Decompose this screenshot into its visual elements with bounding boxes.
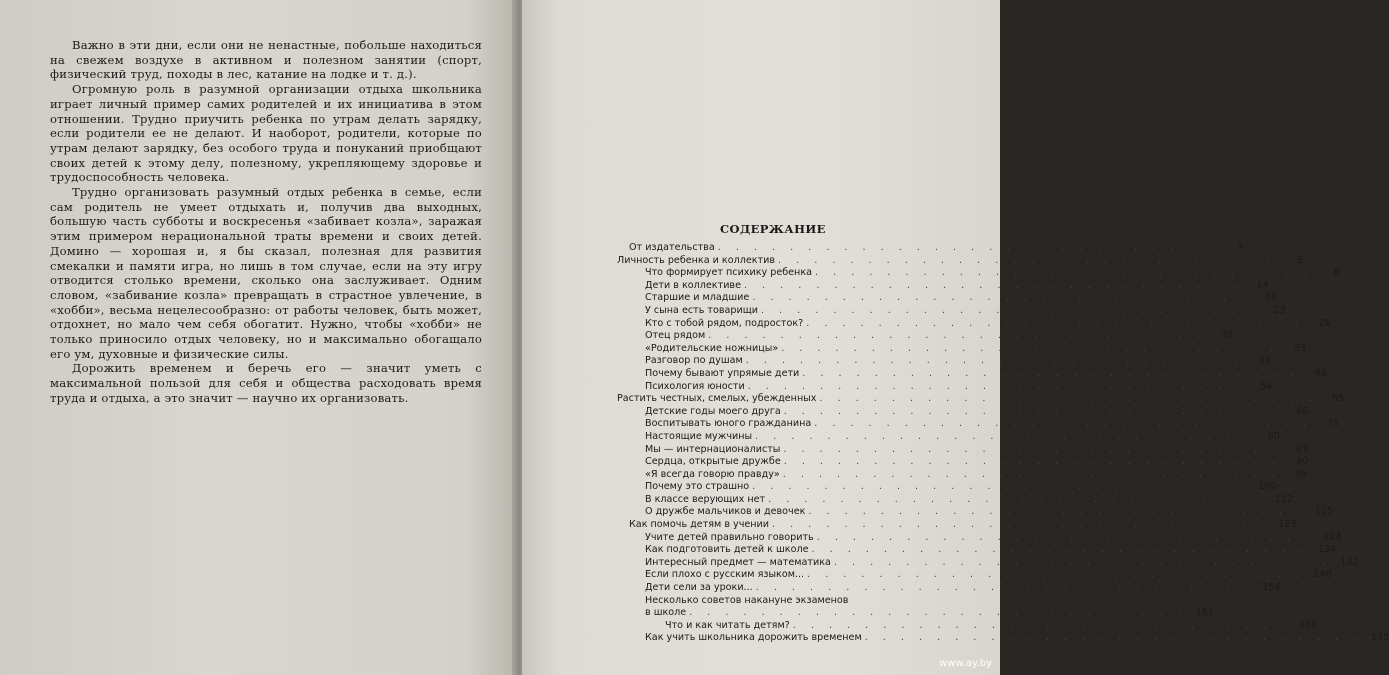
- toc-entry: [617, 607, 1214, 620]
- toc-entry-page: 175: [1371, 632, 1389, 644]
- toc-leader-dots: . . . . . . . . . . . . . . . . . . . . . . . . . . . .: [755, 430, 1253, 442]
- toc-entry-page: 90: [1296, 456, 1309, 468]
- toc-entry: [617, 544, 1337, 557]
- toc-entry: [617, 330, 1233, 343]
- toc-leader-dots: . . . . . . . . . . . . . . . . . . . . . . . . . . . .: [752, 292, 1251, 304]
- toc-entry-title: Старшие и младшие: [645, 292, 750, 304]
- paragraph: Трудно организовать разумный отдых ребенка в семье, если сам родитель не умеет отдыхать и, получив два выходных, большую часть субботы и воскресенья «забивает козла», заражая этим примером нерациональной траты времени и своих детей. Домино — хорошая и, я бы сказал, полезная для развития смекалки и памяти игра, но лишь в том случае, если на эту игру отводится столько времени, сколько она заслуживает. Одним словом, «забивание козла» превращать в страстное увлечение, в «хобби», весьма нецелесообразно: от работы человек, быть может, отдохнет, но мало чем себя обогатит. Нужно, чтобы «хобби» не только приносило отдых человеку, но и максимально обогащало его ум, духовные и физические силы.: [50, 185, 482, 361]
- toc-entry-title: Кто с тобой рядом, подросток?: [645, 317, 804, 329]
- toc-entry: [617, 317, 1331, 331]
- toc-entry-page: 161: [1195, 607, 1214, 619]
- toc-leader-dots: . . . . . . . . . . . . . . . . . . . . . . . . . . . .: [781, 342, 1279, 354]
- toc-entry: [617, 443, 1309, 457]
- toc-entry-page: 30: [1220, 330, 1233, 342]
- toc-entry: [617, 342, 1306, 356]
- toc-entry-title: Мы — интернационалисты: [645, 443, 781, 455]
- toc-entry-page: 148: [1313, 569, 1332, 581]
- toc-entry-title: в школе: [645, 607, 687, 619]
- toc-leader-dots: . . . . . . . . . . . . . . . . . . . . . . . . . . . .: [747, 380, 1246, 392]
- toc-leader-dots: . . . . . . . . . . . . . . . . . . . . . . . . . . . .: [815, 267, 1313, 279]
- toc-entry-page: 112: [1274, 493, 1293, 505]
- toc-entry: [617, 456, 1309, 469]
- toc-entry-page: 66: [1296, 405, 1309, 417]
- toc-entry-title: Учите детей правильно говорить: [645, 531, 814, 543]
- toc-entry-page: 46: [1314, 367, 1328, 379]
- toc-entry-page: 23: [1273, 304, 1286, 316]
- toc-entry: [617, 418, 1339, 431]
- toc-leader-dots: . . . . . . . . . . . . . . . . . . . . . . . . . . . .: [717, 242, 1216, 253]
- toc-leader-dots: . . . . . . . . . . . . . . . . . . . . . . . . . . . .: [745, 355, 1244, 367]
- toc-entry: [617, 531, 1342, 545]
- toc-leader-dots: . . . . . . . . . . . . . . . . . . . . . . . . . . . .: [833, 556, 1332, 568]
- toc-entry-title: Личность ребенка и коллектив: [617, 254, 776, 266]
- toc-entry-page: 5: [1296, 254, 1303, 266]
- toc-entry-page: 75: [1326, 418, 1339, 430]
- toc-entry: [617, 468, 1308, 482]
- toc-entry: [617, 367, 1328, 381]
- toc-entry: [617, 292, 1278, 305]
- paragraph: Дорожить временем и беречь его — значит уметь с максимальной пользой для себя и общества расходовать время труда и отдыха, а это значит — научно их организовать.: [50, 361, 482, 405]
- toc-entry: [617, 254, 1303, 268]
- toc-entry: [617, 569, 1332, 582]
- toc-entry-title: Растить честных, смелых, убежденных: [617, 393, 817, 405]
- toc-entry: [617, 393, 1345, 406]
- toc-entry-page: 39: [1258, 355, 1271, 367]
- toc-entry-title: Интересный предмет — математика: [645, 556, 831, 568]
- toc-entry-page: 134: [1317, 544, 1337, 556]
- toc-entry-page: 123: [1278, 519, 1297, 531]
- toc-entry-page: 3: [1236, 242, 1243, 253]
- toc-entry: [617, 632, 1389, 645]
- toc-leader-dots: . . . . . . . . . . . . . . . . . . . . . . . . . . . .: [792, 619, 1291, 631]
- toc-entry-title: Разговор по душам: [645, 355, 743, 367]
- toc-entry: [617, 595, 943, 608]
- toc-entry: [617, 430, 1280, 444]
- toc-entry-title: «Родительские ножницы»: [645, 342, 779, 354]
- left-page: [0, 0, 518, 675]
- toc-leader-dots: . . . . . . . . . . . . . . . . . . . . . . . . . . . .: [864, 632, 1363, 644]
- toc-entry-page: 26: [1318, 317, 1331, 329]
- toc-entry-page: 124: [1323, 531, 1342, 543]
- toc-leader-dots: . . . . . . . . . . . . . . . . . . . . . . . . . . . .: [752, 481, 1250, 493]
- toc-entry-title: Как учить школьника дорожить временем: [645, 632, 862, 644]
- toc-leader-dots: . . . . . . . . . . . . . . . . . . . . . . . . . . . .: [808, 506, 1307, 518]
- toc-leader-dots: . . . . . . . . . . . . . . . . . . . . . . . . . . . .: [743, 279, 1242, 291]
- toc-leader-dots: . . . . . . . . . . . . . . . . . . . . . . . . . . . .: [782, 468, 1281, 480]
- toc-leader-dots: . . . . . . . . . . . . . . . . . . . . . . . . . . . .: [783, 443, 1282, 455]
- toc-leader-dots: . . . . . . . . . . . . . . . . . . . . . . . . . . . .: [811, 544, 1310, 556]
- toc-entry-title: О дружбе мальчиков и девочек: [645, 506, 806, 518]
- toc-entry: [617, 267, 1340, 280]
- toc-entry-title: Отец рядом: [645, 330, 706, 342]
- toc-entry-page: 154: [1262, 582, 1281, 594]
- toc-leader-dots: . . . . . . . . . . . . . . . . . . . . . . . . . . . .: [755, 582, 1254, 594]
- toc-leader-dots: . . . . . . . . . . . . . . . . . . . . . . . . . . . .: [806, 317, 1304, 329]
- toc-entry-page: 65: [1332, 393, 1345, 405]
- toc-entry-title: Детские годы моего друга: [645, 405, 781, 417]
- toc-entry-title: Почему бывают упрямые дети: [645, 367, 800, 379]
- toc-entry-title: Как подготовить детей к школе: [645, 544, 809, 556]
- toc-entry: [617, 619, 1318, 633]
- toc-entry-page: 80: [1267, 430, 1280, 442]
- toc-entry: [617, 506, 1334, 519]
- toc-entry: [617, 556, 1359, 570]
- toc-leader-dots: . . . . . . . . . . . . . . . . . . . . . . . . . . . .: [814, 418, 1312, 430]
- body-text: [50, 38, 482, 406]
- toc-entry-page: 33: [1293, 342, 1306, 354]
- toc-entry-title: Почему это страшно: [645, 481, 750, 493]
- toc-entry-page: 54: [1260, 380, 1273, 392]
- toc-entry-title: От издательства: [629, 242, 715, 253]
- toc-entry-page: 14: [1256, 279, 1269, 291]
- toc-entry: [617, 304, 1286, 318]
- toc-entry: [617, 493, 1293, 507]
- toc-leader-dots: . . . . . . . . . . . . . . . . . . . . . . . . . . . .: [778, 254, 1276, 266]
- toc-entry-title: В классе верующих нет: [645, 493, 766, 505]
- toc-entry-page: 142: [1340, 556, 1359, 568]
- toc-leader-dots: . . . . . . . . . . . . . . . . . . . . . . . . . . . .: [772, 519, 1270, 531]
- toc-leader-dots: . . . . . . . . . . . . . . . . . . . . . . . . . . . .: [768, 493, 1266, 505]
- toc-entry-title: Несколько советов накануне экзаменов: [645, 594, 849, 606]
- toc-entry-title: Настоящие мужчины: [645, 430, 753, 442]
- toc-leader-dots: . . . . . . . . . . . . . . . . . . . . . . . . . . . .: [783, 456, 1282, 468]
- paragraph: Важно в эти дни, если они не ненастные, побольше находиться на свежем воздухе в активном и полезном занятии (спорт, физический труд, походы в лес, катание на лодке и т. д.).: [50, 38, 482, 82]
- toc-entry-page: 100: [1258, 481, 1277, 493]
- toc-entry: [617, 582, 1281, 595]
- watermark: www.ay.by: [939, 658, 992, 669]
- toc-entry-title: У сына есть товарищи: [645, 304, 759, 316]
- toc-entry-title: Психология юности: [645, 380, 745, 392]
- toc-entry-title: Воспитывать юного гражданина: [645, 418, 812, 430]
- toc-entry-title: Что формирует психику ребенка: [645, 267, 813, 279]
- toc-list: [617, 242, 1389, 645]
- toc-entry: [617, 380, 1273, 394]
- toc-leader-dots: . . . . . . . . . . . . . . . . . . . . . . . . . . . .: [819, 393, 1318, 405]
- toc-entry-page: 83: [1295, 443, 1309, 455]
- toc-entry-page: 166: [1299, 619, 1318, 631]
- toc-leader-dots: . . . . . . . . . . . . . . . . . . . . . . . . . . . .: [816, 531, 1315, 543]
- toc-leader-dots: . . . . . . . . . . . . . . . . . . . . . . . . . . . .: [708, 330, 1206, 342]
- toc-entry-title: Сердца, открытые дружбе: [645, 456, 781, 468]
- toc-leader-dots: . . . . . . . . . . . . . . . . . . . . . . . . . . . .: [783, 405, 1282, 417]
- toc-entry-title: Дети сели за уроки...: [645, 582, 753, 594]
- toc-entry-title: Дети в коллективе: [645, 279, 741, 291]
- toc-entry: [617, 481, 1277, 494]
- toc-entry-page: 6: [1333, 267, 1340, 279]
- toc-entry: [617, 242, 1243, 255]
- toc-entry: [617, 519, 1297, 532]
- toc-leader-dots: . . . . . . . . . . . . . . . . . . . . . . . . . . . .: [761, 304, 1259, 316]
- toc-leader-dots: . . . . . . . . . . . . . . . . . . . . . . . . . . . .: [802, 367, 1301, 379]
- toc-entry: [617, 279, 1269, 293]
- toc-entry-title: Как помочь детям в учении: [629, 519, 770, 531]
- paragraph: Огромную роль в разумной организации отдыха школьника играет личный пример самих родителей и их инициатива в этом отношении. Трудно приучить ребенка по утрам делать зарядку, если родители ее не делают. И наоборот, родители, которые по утрам делают зарядку, без особого труда и понуканий приобщают своих детей к этому делу, полезному, укрепляющему здоровье и трудоспособность человека.: [50, 82, 482, 185]
- toc-entry-page: 18: [1264, 292, 1278, 304]
- toc-leader-dots: . . . . . . . . . . . . . . . . . . . . . . . . . . . .: [807, 569, 1305, 581]
- toc-leader-dots: . . . . . . . . . . . . . . . . . . . . . . . . . . . .: [689, 607, 1187, 619]
- toc-entry: [617, 355, 1271, 368]
- toc-entry-title: Если плохо с русским языком...: [645, 569, 805, 581]
- toc-entry-page: 95: [1295, 468, 1308, 480]
- toc-entry-page: 115: [1314, 506, 1334, 518]
- toc-entry-title: «Я всегда говорю правду»: [645, 468, 780, 480]
- toc-entry-title: Что и как читать детям?: [665, 619, 790, 631]
- toc-title: СОДЕРЖАНИЕ: [720, 222, 826, 236]
- toc-entry: [617, 405, 1309, 419]
